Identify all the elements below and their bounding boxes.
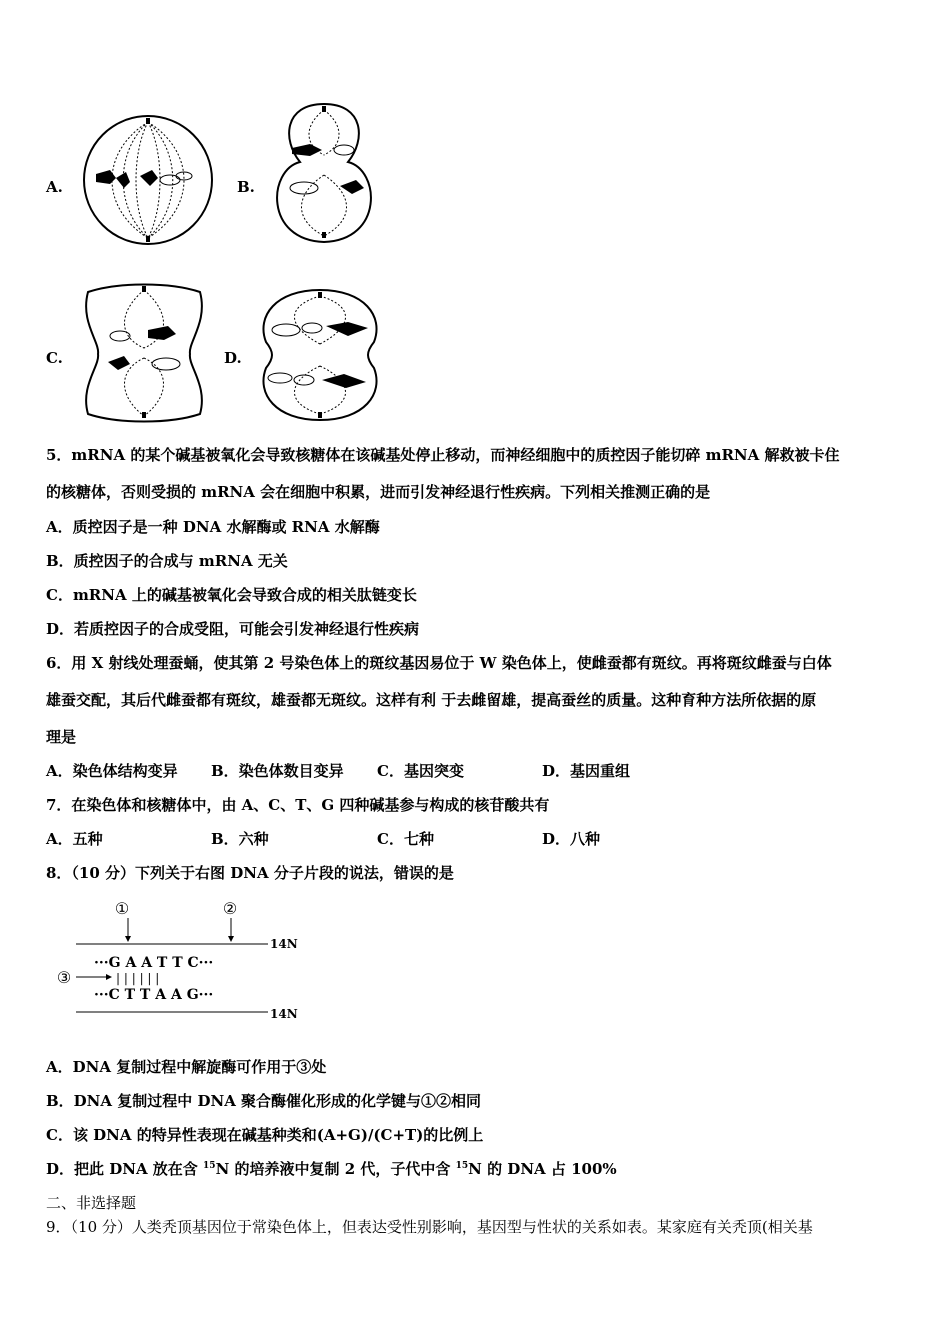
q7-option-a: A．五种: [46, 830, 103, 848]
cell-figure-d: [256, 286, 384, 424]
q5-stem-line-1: 5．mRNA 的某个碱基被氧化会导致核糖体在该碱基处停止移动，而神经细胞中的质控因子能切碎 mRNA 解救被卡住: [46, 446, 840, 464]
cell-figure-a: [80, 112, 216, 248]
figure-d-label: D.: [224, 349, 242, 367]
q5-option-c: C．mRNA 上的碱基被氧化会导致合成的相关肽链变长: [46, 586, 417, 604]
q8-option-b: B．DNA 复制过程中 DNA 聚合酶催化形成的化学键与①②相同: [46, 1092, 482, 1110]
q6-option-b: B．染色体数目变异: [211, 762, 344, 780]
hydrogen-bonds: | | | | | |: [116, 971, 160, 985]
q8-option-d-pre: D．把此 DNA 放在含: [46, 1160, 204, 1178]
marker-1: ①: [114, 899, 130, 918]
bottom-strand: ···C T T A A G···: [94, 987, 214, 1003]
section-2-title: 二、非选择题: [46, 1194, 137, 1212]
q6-option-a: A．染色体结构变异: [46, 762, 178, 780]
q6-option-c: C．基因突变: [377, 762, 464, 780]
q8-option-a: A．DNA 复制过程中解旋酶可作用于③处: [46, 1058, 327, 1076]
q5-stem-line-2: 的核糖体，否则受损的 mRNA 会在细胞中积累，进而引发神经退行性疾病。下列相关推测正确的是: [46, 483, 711, 501]
dna-fragment-diagram: [50, 896, 300, 1026]
figure-b-label: B.: [237, 178, 255, 196]
q6-stem-line-3: 理是: [46, 728, 77, 746]
q7-stem: 7．在染色体和核糖体中，由 A、C、T、G 四种碱基参与构成的核苷酸共有: [46, 796, 550, 814]
q8-option-d-mid: N 的培养液中复制 2 代，子代中含: [215, 1160, 456, 1178]
q8-option-d-sup-2: 15: [455, 1161, 469, 1171]
cell-figure-c: [78, 282, 210, 424]
q6-option-d: D．基因重组: [542, 762, 631, 780]
q9-stem-line-1: 9．（10 分）人类秃顶基因位于常染色体上，但表达受性别影响，基因型与性状的关系如表。某家庭有关秃顶(相关基: [46, 1218, 813, 1236]
marker-3: ③: [56, 968, 72, 987]
cell-figure-b: [264, 100, 384, 246]
figure-a-label: A.: [46, 178, 63, 196]
q5-option-b: B．质控因子的合成与 mRNA 无关: [46, 552, 288, 570]
q7-option-d: D．八种: [542, 830, 601, 848]
q8-stem: 8．（10 分）下列关于右图 DNA 分子片段的说法，错误的是: [46, 864, 454, 882]
q8-option-d-post: N 的 DNA 占 100%: [468, 1160, 617, 1178]
q5-option-a: A．质控因子是一种 DNA 水解酶或 RNA 水解酶: [46, 518, 380, 536]
figure-c-label: C.: [46, 349, 63, 367]
q7-option-b: B．六种: [211, 830, 269, 848]
label-bottom-14n: 14N: [270, 1007, 298, 1021]
q6-stem-line-1: 6．用 X 射线处理蚕蛹，使其第 2 号染色体上的斑纹基因易位于 W 染色体上，使雌蚕都有斑纹。再将斑纹雌蚕与白体: [46, 654, 832, 672]
q8-option-d: [46, 1158, 617, 1179]
q6-stem-line-2: 雄蚕交配，其后代雌蚕都有斑纹，雄蚕都无斑纹。这样有利 于去雌留雄，提高蚕丝的质量。这种育种方法所依据的原: [46, 691, 817, 709]
q7-option-c: C．七种: [377, 830, 434, 848]
q8-option-c: C．该 DNA 的特异性表现在碱基种类和(A+G)/(C+T)的比例上: [46, 1126, 484, 1144]
marker-2: ②: [222, 899, 238, 918]
top-strand: ···G A A T T C···: [94, 955, 214, 971]
q8-option-d-sup-1: 15: [203, 1161, 216, 1171]
label-top-14n: 14N: [270, 937, 298, 951]
q5-option-d: D．若质控因子的合成受阻，可能会引发神经退行性疾病: [46, 620, 420, 638]
